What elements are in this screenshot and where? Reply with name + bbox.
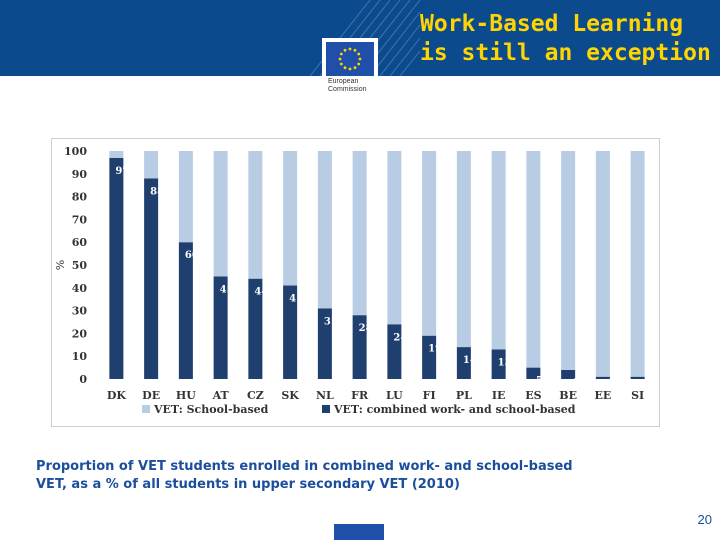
eu-flag-icon (326, 42, 374, 76)
data-label: 14 (462, 355, 477, 367)
y-tick-label: 70 (71, 213, 87, 227)
data-label: 88 (150, 186, 165, 198)
y-tick-label: 30 (71, 304, 87, 318)
data-label: 24 (393, 332, 408, 344)
x-tick-label: LU (386, 389, 403, 402)
x-tick-label: FI (422, 389, 436, 402)
legend-label-school-based: VET: School-based (154, 403, 269, 416)
bar-combined (109, 158, 123, 379)
caption-line-2: VET, as a % of all students in upper secondary VET (2010) (36, 477, 460, 492)
x-tick-label: PL (455, 389, 472, 402)
y-tick-label: 0 (79, 373, 87, 386)
bar-school-based (179, 151, 193, 242)
data-label: 60 (184, 250, 199, 262)
bar-school-based (526, 151, 540, 368)
bar-combined (422, 336, 436, 379)
data-label: 5 (535, 375, 543, 387)
page-number: 20 (697, 512, 712, 527)
bar-school-based (561, 151, 575, 370)
y-tick-label: 10 (71, 350, 87, 364)
bar-school-based (248, 151, 262, 279)
bar-school-based (596, 151, 610, 377)
x-tick-label: AT (212, 389, 229, 402)
bar-school-based (318, 151, 332, 308)
legend-swatch-school-based (142, 405, 150, 413)
european-commission-logo (322, 38, 378, 100)
bar-combined (596, 377, 610, 379)
data-label: 19 (428, 343, 443, 355)
data-label: 44 (254, 286, 269, 298)
chart-frame (51, 138, 660, 427)
y-tick-label: 20 (71, 327, 87, 341)
bar-combined (179, 242, 193, 379)
bar-school-based (387, 151, 401, 324)
y-axis-label: % (54, 259, 67, 271)
footer-bar (334, 524, 384, 540)
logo-line-1: European (328, 78, 359, 85)
bar-school-based (457, 151, 471, 347)
legend-label-combined: VET: combined work- and school-based (334, 403, 576, 416)
data-label: 13 (497, 357, 512, 369)
x-tick-label: EE (594, 389, 612, 402)
x-tick-label: NL (315, 389, 334, 402)
y-tick-label: 80 (71, 190, 87, 204)
x-tick-label: SK (281, 389, 299, 402)
legend-swatch-combined (322, 405, 330, 413)
chart-caption (36, 458, 696, 494)
x-tick-label: DK (106, 389, 126, 402)
bar-school-based (144, 151, 158, 178)
y-tick-label: 40 (71, 281, 87, 295)
data-label: 4 (570, 377, 578, 389)
bar-school-based (353, 151, 367, 315)
logo-line-2: Commission (328, 86, 367, 93)
x-tick-label: HU (175, 389, 196, 402)
data-label: 97 (115, 165, 130, 177)
x-tick-label: IE (491, 389, 506, 402)
x-tick-label: FR (351, 389, 369, 402)
x-tick-label: BE (559, 389, 577, 402)
x-tick-label: CZ (246, 389, 264, 402)
title-line-1: Work-Based Learning (420, 11, 684, 37)
data-label: 41 (289, 293, 304, 305)
stacked-bar-chart (52, 139, 659, 426)
bar-school-based (214, 151, 228, 276)
y-tick-label: 90 (71, 167, 87, 181)
bar-school-based (109, 151, 123, 158)
bar-combined (631, 377, 645, 379)
bar-school-based (631, 151, 645, 377)
bar-combined (144, 178, 158, 379)
slide-title (420, 10, 716, 68)
logo-text (328, 78, 378, 94)
title-line-2: is still an exception (420, 40, 711, 66)
bar-school-based (283, 151, 297, 286)
y-tick-label: 100 (64, 145, 87, 158)
data-label: 28 (358, 323, 373, 335)
x-tick-label: DE (142, 389, 161, 402)
bar-school-based (492, 151, 506, 349)
data-label: 45 (219, 284, 234, 296)
data-label: 31 (323, 316, 338, 328)
caption-line-1: Proportion of VET students enrolled in combined work- and school-based (36, 459, 573, 474)
x-tick-label: ES (525, 389, 542, 402)
y-tick-label: 50 (71, 259, 87, 272)
y-tick-label: 60 (71, 236, 87, 250)
bar-school-based (422, 151, 436, 336)
x-tick-label: SI (631, 389, 645, 402)
